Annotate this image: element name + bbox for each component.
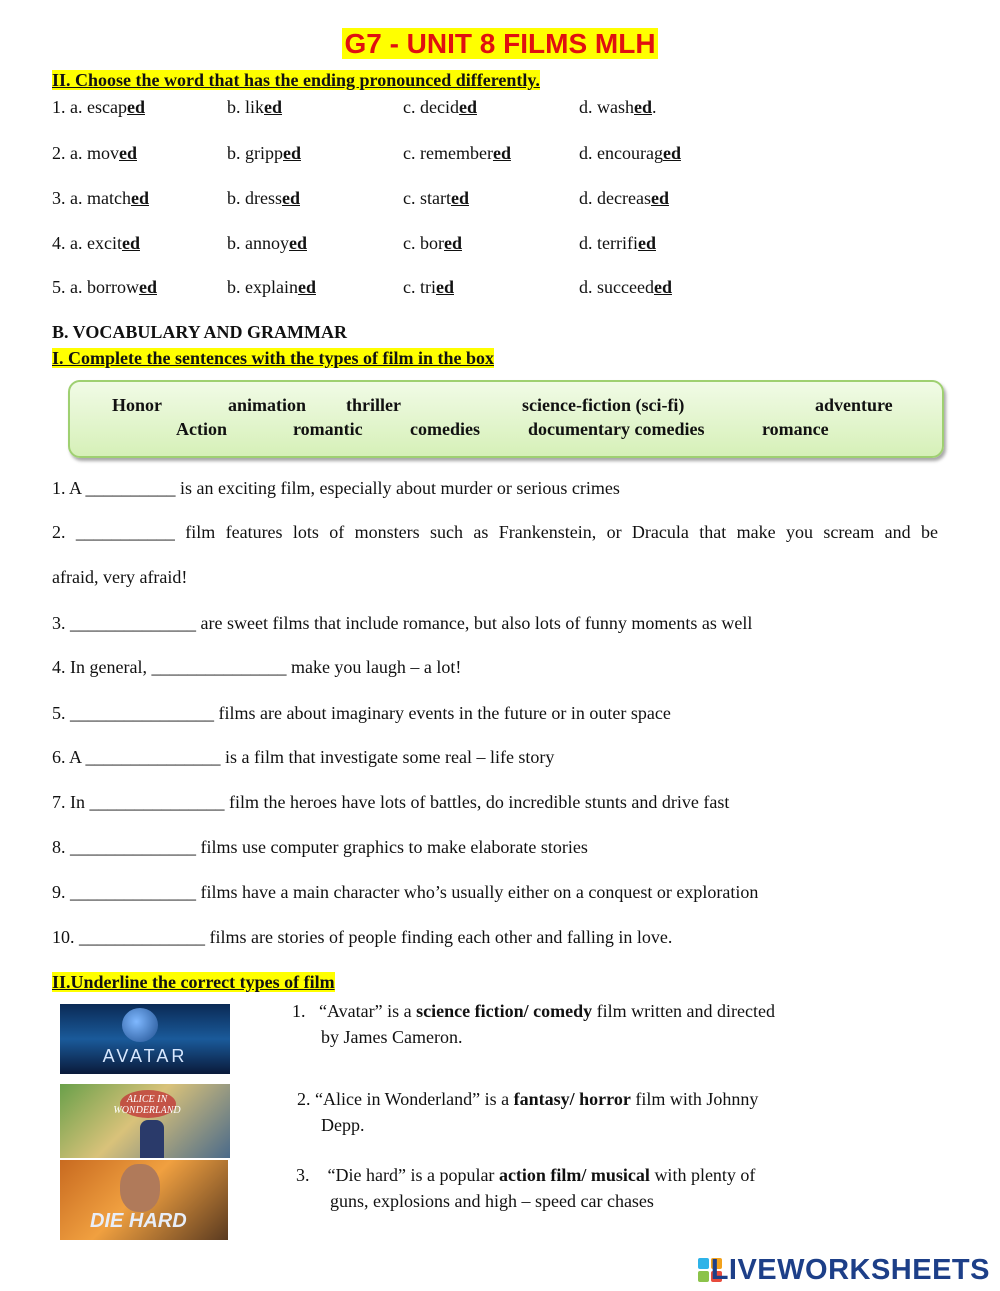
option-a[interactable]: 5. a. borrowed [52, 277, 157, 297]
option-d[interactable]: d. succeeded [579, 277, 672, 297]
sentence: 3. ______________ are sweet films that include romance, but also lots of funny moments as well [52, 613, 753, 633]
word-box-item: Action [176, 419, 227, 439]
option-c[interactable]: c. tried [403, 277, 454, 297]
option-d[interactable]: d. washed. [579, 97, 657, 117]
pronunciation-heading: II. Choose the word that has the ending pronounced differently. [52, 70, 540, 90]
sentence: 10. ______________ films are stories of people finding each other and falling in love. [52, 927, 673, 947]
word-box [68, 380, 944, 458]
option-b[interactable]: b. annoyed [227, 233, 307, 253]
sentence: 5. ________________ films are about imaginary events in the future or in outer space [52, 703, 671, 723]
alice-poster-image [60, 1084, 230, 1158]
pron-row-2 [52, 143, 137, 164]
option-b[interactable]: b. dressed [227, 188, 300, 208]
underline-item: 2. “Alice in Wonderland” is a fantasy/ horror film with Johnny Depp. [297, 1089, 759, 1135]
pron-row-4 [52, 233, 140, 254]
word-box-item: comedies [410, 419, 480, 439]
choice-options[interactable]: action film/ musical [498, 1165, 650, 1185]
sentence: 7. In _______________ film the heroes have lots of battles, do incredible stunts and drive fast [52, 792, 730, 812]
liveworksheets-logo[interactable]: LIVEWORKSHEETS [710, 1254, 990, 1286]
vocab-heading: I. Complete the sentences with the types of film in the box [52, 348, 494, 368]
avatar-poster-image [60, 1004, 230, 1074]
pron-row-5 [52, 277, 157, 298]
sentence: 2. ___________ film features lots of monsters such as Frankenstein, or Dracula that make you scream and be [52, 522, 938, 542]
underline-item: 1. “Avatar” is a science fiction/ comedy film written and directed by James Cameron. [292, 1001, 776, 1047]
word-box-item: animation [228, 395, 307, 415]
word-box-item: documentary comedies [528, 419, 705, 439]
sentence: 6. A _______________ is a film that investigate some real – life story [52, 747, 555, 767]
sentence: 8. ______________ films use computer graphics to make elaborate stories [52, 837, 588, 857]
option-d[interactable]: d. encouraged [579, 143, 681, 163]
option-b[interactable]: b. explained [227, 277, 316, 297]
option-d[interactable]: d. terrified [579, 233, 656, 253]
pron-row-1 [52, 97, 145, 118]
sentence: afraid, very afraid! [52, 567, 188, 587]
option-c[interactable]: c. bored [403, 233, 462, 253]
choice-options[interactable]: science fiction/ comedy [416, 1001, 593, 1021]
option-c[interactable]: c. remembered [403, 143, 511, 163]
sentence: 4. In general, _______________ make you laugh – a lot! [52, 657, 462, 677]
poster-title: AVATAR [102, 1046, 188, 1066]
option-b[interactable]: b. liked [227, 97, 283, 117]
option-c[interactable]: c. decided [403, 97, 477, 117]
poster-title: ALICE IN WONDERLAND [113, 1094, 181, 1116]
section-b-heading: B. VOCABULARY AND GRAMMAR [52, 322, 348, 342]
option-a[interactable]: 4. a. excited [52, 233, 140, 253]
option-a[interactable]: 3. a. matched [52, 188, 149, 208]
die-hard-poster-image [60, 1160, 228, 1240]
option-a[interactable]: 1. a. escaped [52, 97, 145, 117]
word-box-item: adventure [815, 395, 893, 415]
word-box-item: science-fiction (sci-fi) [522, 395, 685, 415]
word-box-item: Honor [112, 395, 163, 415]
word-box-item: romantic [293, 419, 363, 439]
option-b[interactable]: b. gripped [227, 143, 301, 163]
sentence: 1. A __________ is an exciting film, especially about murder or serious crimes [52, 478, 620, 498]
choice-options[interactable]: fantasy/ horror [513, 1089, 631, 1109]
underline-item: 3. “Die hard” is a popular action film/ musical with plenty of guns, explosions and high – speed car chases [296, 1165, 756, 1211]
word-box-item: romance [762, 419, 829, 439]
pron-row-3 [52, 188, 149, 209]
poster-title: DIE HARD [90, 1210, 187, 1232]
word-box-item: thriller [346, 395, 401, 415]
option-a[interactable]: 2. a. moved [52, 143, 137, 163]
underline-heading: II.Underline the correct types of film [52, 972, 335, 992]
option-c[interactable]: c. started [403, 188, 469, 208]
page-title: G7 - UNIT 8 FILMS MLH [344, 28, 656, 59]
sentence: 9. ______________ films have a main character who’s usually either on a conquest or exploration [52, 882, 759, 902]
option-d[interactable]: d. decreased [579, 188, 669, 208]
